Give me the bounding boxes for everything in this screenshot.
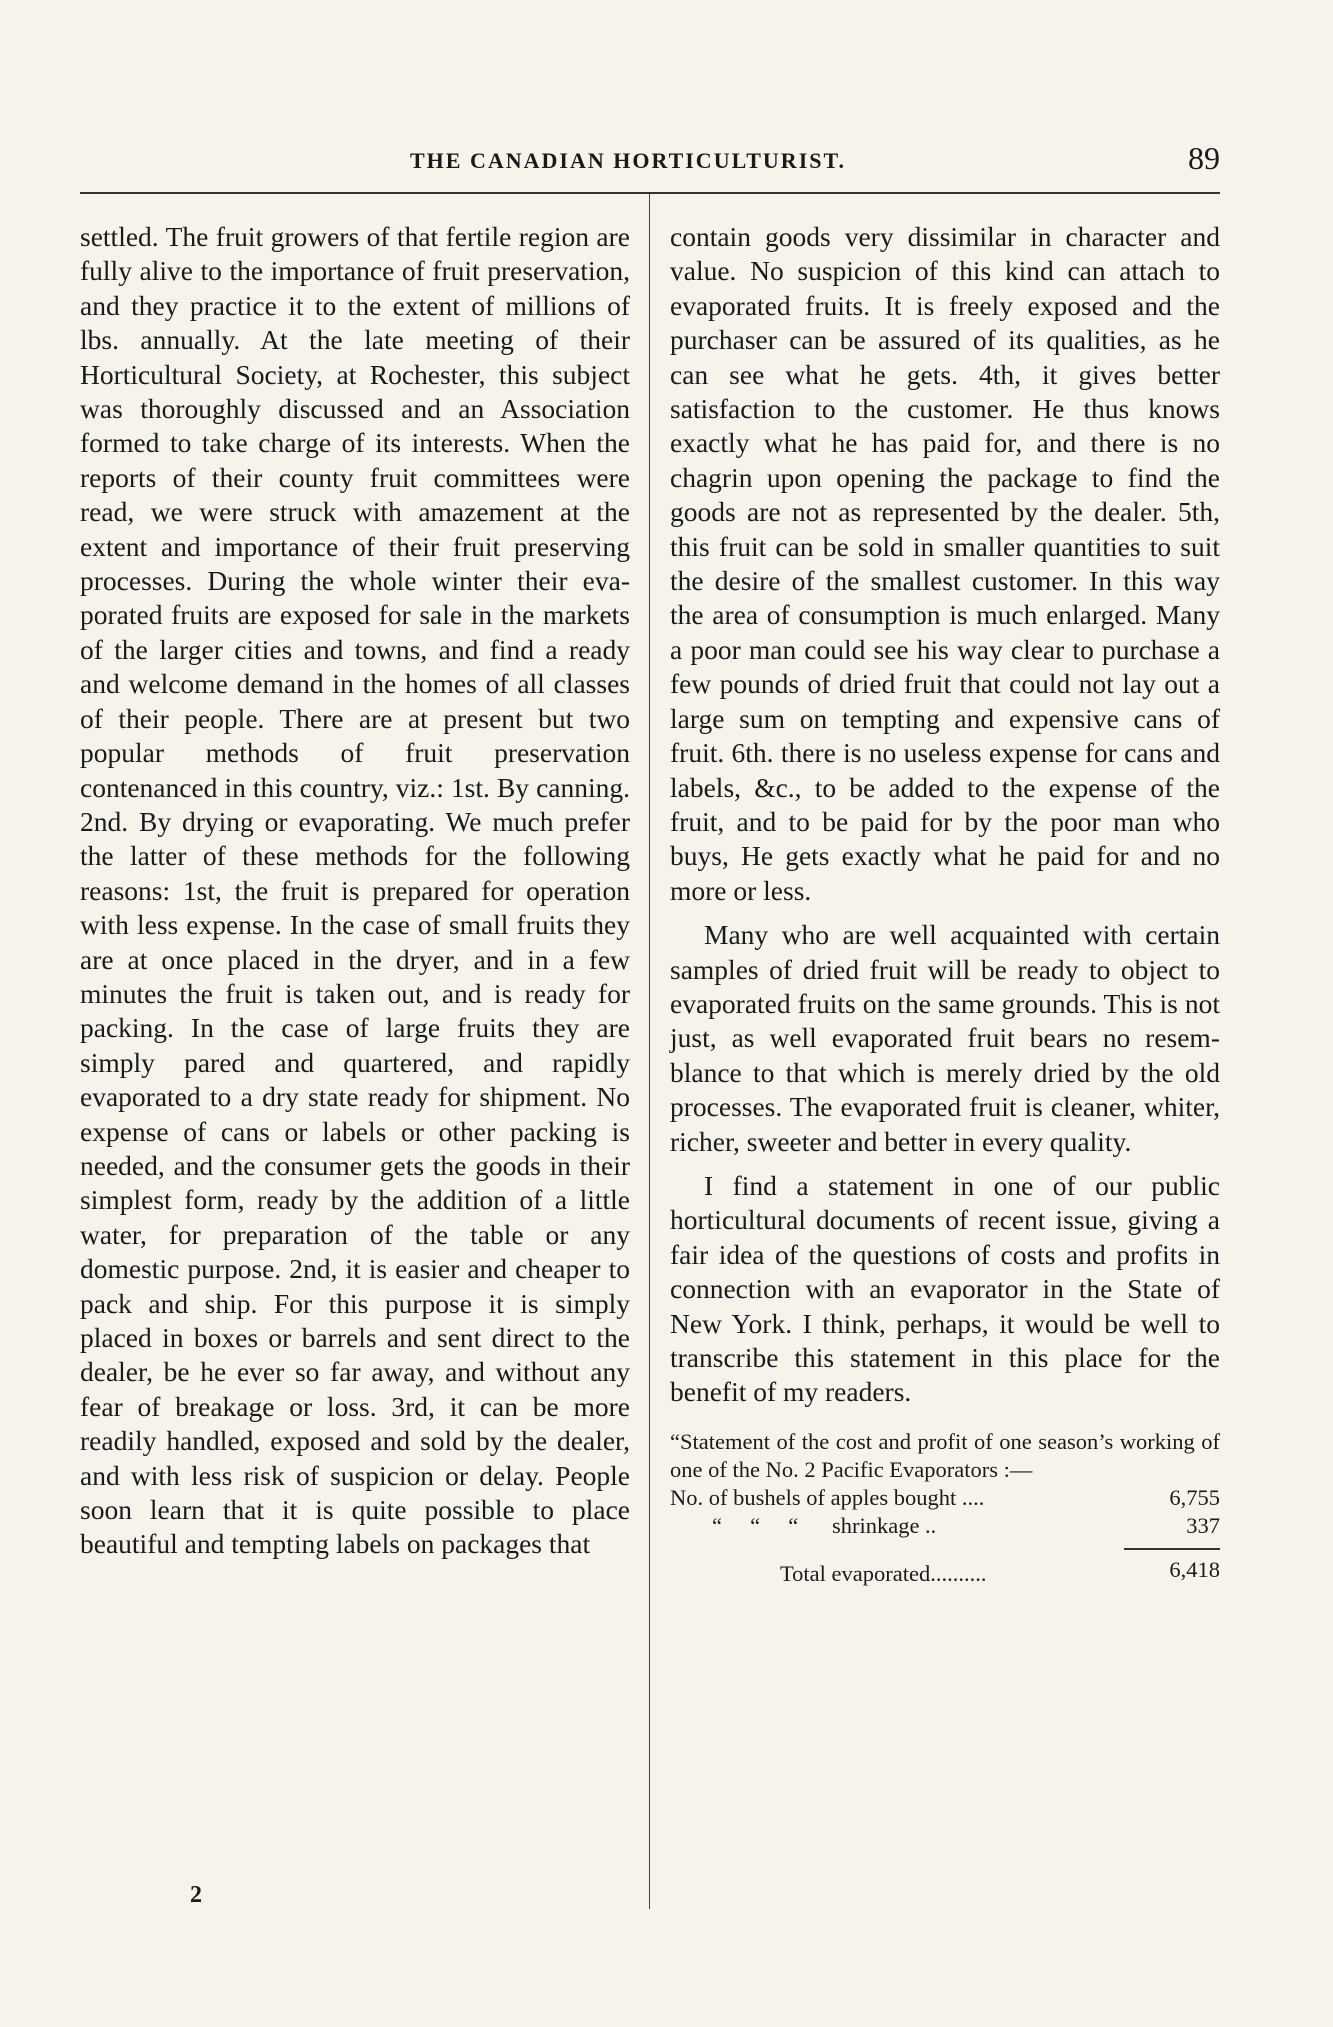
right-paragraph-2: Many who are well acquainted with certain samples of dried fruit will be ready to object to evaporated fruits on the same grounds. This is not just, as well evaporated fruit bears no resemblance to that which is merely dried by the old processes. The evaporated fruit is cleaner, whiter, richer, sweeter and better in every quality.	[670, 919, 1220, 1157]
ledger-label-total: Total evaporated..........	[780, 1560, 987, 1586]
left-paragraph: settled. The fruit growers of that fertile region are fully alive to the importance of fruit preservation, and they practice it to the extent of millions of lbs. annually. At the late meeting of their Horticultural Society, at Rochester, this subject was thoroughly discussed and an Association formed to take charge of its interests. When the reports of their county fruit committees were read, we were struck with amazement at the extent and importance of their fruit preserving processes. During the whole winter their evaporated fruits are exposed for sale in the markets of the larger cities and towns, and find a ready and welcome demand in the homes of all classes of their people. There are at present but two popular methods of fruit preservation contenanced in this country, viz.: 1st. By canning. 2nd. By drying or evaporating. We much prefer the latter of these methods for the following reasons: 1st, the fruit is prepared for operation with less expense. In the case of small fruits they are at once placed in the dryer, and in a few minutes the fruit is taken out, and is ready for packing. In the case of large fruits they are simply pared and quartered, and rapidly evaporated to a dry state ready for shipment. No expense of cans or labels or other packing is needed, and the consumer gets the goods in their simplest form, ready by the addition of a little water, for preparation of the table or any domestic purpose. 2nd, it is easier and cheaper to pack and ship. For this purpose it is simply placed in boxes or barrels and sent direct to the dealer, be he ever so far away, and without any fear of breakage or loss. 3rd, it can be more readily handled, exposed and sold by the dealer, and with less risk of suspicion or delay. People soon learn that it is quite possible to place beautiful and tempting labels on packages that	[80, 221, 630, 1560]
ledger-value-bought: 6,755	[1169, 1484, 1220, 1510]
ledger-row-bought	[670, 1484, 1220, 1512]
ledger-value-shrinkage: 337	[1186, 1512, 1220, 1538]
right-paragraph-3: I find a statement in one of our public horticultural documents of recent issue, giving a fair idea of the questions of costs and profits in connection with an evaporator in the State of New York. I think, perhaps, it would be well to transcribe this statement in this place for the benefit of my readers.	[670, 1169, 1220, 1408]
ledger-sum-rule	[670, 1540, 1220, 1556]
ledger-value-total: 6,418	[1169, 1556, 1220, 1582]
ledger-label-bought: No. of bushels of apples bought ....	[670, 1484, 985, 1510]
signature-mark: 2	[190, 1882, 202, 1908]
column-divider	[649, 194, 650, 1909]
ledger-row-total	[670, 1556, 1220, 1588]
running-title: THE CANADIAN HORTICULTURIST.	[410, 148, 847, 173]
right-paragraph-1: contain goods very dissimilar in character and value. No suspicion of this kind can attach to evaporated fruits. It is freely exposed and the purchaser can be assured of its qualities, as he can see what he gets. 4th, it gives better satisfaction to the customer. He thus knows exactly what he has paid for, and there is no chagrin upon opening the package to find the goods are not as represented by the dealer. 5th, this fruit can be sold in smaller quantities to suit the desire of the smallest customer. In this way the area of consumption is much enlarged. Many a poor man could see his way clear to purchase a few pounds of dried fruit that could not lay out a large sum on tempting and expensive cans of fruit. 6th. there is no useless expense for cans and labels, &c., to be added to the expense of the fruit, and to be paid for by the poor man who buys, He gets exactly what he paid for and no more or less.	[670, 221, 1220, 906]
page-number: 89	[1188, 140, 1220, 176]
ledger-label-shrinkage: “ “ “ shrinkage ..	[712, 1512, 937, 1538]
ledger-row-shrinkage	[670, 1512, 1220, 1540]
right-column	[670, 220, 1220, 1588]
header-rule	[80, 192, 1220, 194]
running-header	[80, 140, 1220, 176]
left-column	[80, 220, 630, 1562]
statement-quote: “Statement of the cost and profit of one season’s working of one of the No. 2 Pacific Evaporators :—	[670, 1428, 1220, 1482]
